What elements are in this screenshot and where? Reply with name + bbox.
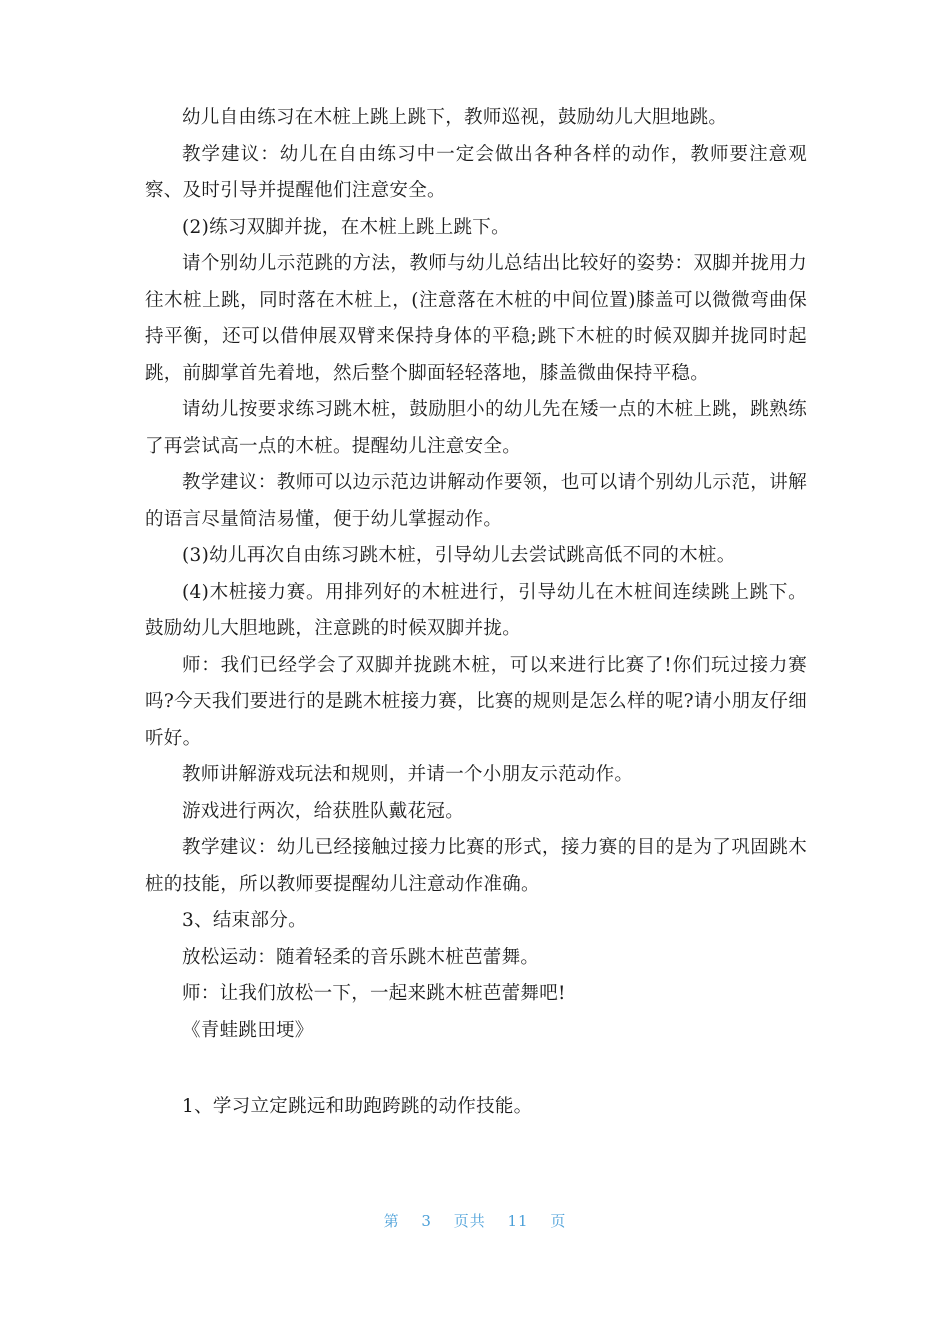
- paragraph: 教学建议：教师可以边示范边讲解动作要领，也可以请个别幼儿示范，讲解的语言尽量简洁易懂，便于幼儿掌握动作。: [145, 472, 807, 530]
- page-footer: [0, 1210, 950, 1231]
- footer-total-pages: 11: [507, 1212, 529, 1230]
- activity-title: 《青蛙跳田埂》: [182, 1019, 314, 1041]
- footer-suffix: 页: [550, 1212, 567, 1230]
- paragraph: (3)幼儿再次自由练习跳木桩，引导幼儿去尝试跳高低不同的木桩。: [182, 545, 736, 566]
- paragraph: (2)练习双脚并拢，在木桩上跳上跳下。: [182, 216, 510, 238]
- paragraph: 请个别幼儿示范跳的方法，教师与幼儿总结出比较好的姿势：双脚并拢用力往木桩上跳，同时落在木桩上，(注意落在木桩的中间位置)膝盖可以微微弯曲保持平衡，还可以借伸展双臂来保持身体的平稳;跳下木桩的时候双脚并拢同时起跳，前脚掌首先着地，然后整个脚面轻轻落地，膝盖微曲保持平稳。: [145, 253, 807, 384]
- paragraph: 请幼儿按要求练习跳木桩，鼓励胆小的幼儿先在矮一点的木桩上跳，跳熟练了再尝试高一点的木桩。提醒幼儿注意安全。: [145, 399, 807, 457]
- paragraph: (4)木桩接力赛。用排列好的木桩进行，引导幼儿在木桩间连续跳上跳下。鼓励幼儿大胆地跳，注意跳的时候双脚并拢。: [145, 581, 807, 639]
- paragraph: 师：我们已经学会了双脚并拢跳木桩，可以来进行比赛了!你们玩过接力赛吗?今天我们要进行的是跳木桩接力赛，比赛的规则是怎么样的呢?请小朋友仔细听好。: [145, 654, 807, 749]
- blank-gap: [145, 1049, 807, 1089]
- footer-middle: 页共: [453, 1212, 486, 1230]
- paragraph: 师：让我们放松一下，一起来跳木桩芭蕾舞吧!: [182, 983, 566, 1004]
- paragraph: 教师讲解游戏玩法和规则，并请一个小朋友示范动作。: [182, 764, 634, 785]
- paragraph: 教学建议：幼儿已经接触过接力比赛的形式，接力赛的目的是为了巩固跳木桩的技能，所以教师要提醒幼儿注意动作准确。: [145, 837, 807, 895]
- footer-current-page: 3: [421, 1212, 432, 1230]
- paragraph: 教学建议：幼儿在自由练习中一定会做出各种各样的动作，教师要注意观察、及时引导并提醒他们注意安全。: [145, 143, 807, 201]
- footer-prefix: 第: [383, 1212, 400, 1230]
- paragraph: 放松运动：随着轻柔的音乐跳木桩芭蕾舞。: [182, 946, 540, 968]
- document-body: [145, 100, 807, 1126]
- paragraph: 幼儿自由练习在木桩上跳上跳下，教师巡视，鼓励幼儿大胆地跳。: [182, 107, 728, 128]
- paragraph: 1、学习立定跳远和助跑跨跳的动作技能。: [182, 1096, 533, 1117]
- section-heading: 3、结束部分。: [182, 910, 307, 931]
- paragraph: 游戏进行两次，给获胜队戴花冠。: [182, 800, 465, 822]
